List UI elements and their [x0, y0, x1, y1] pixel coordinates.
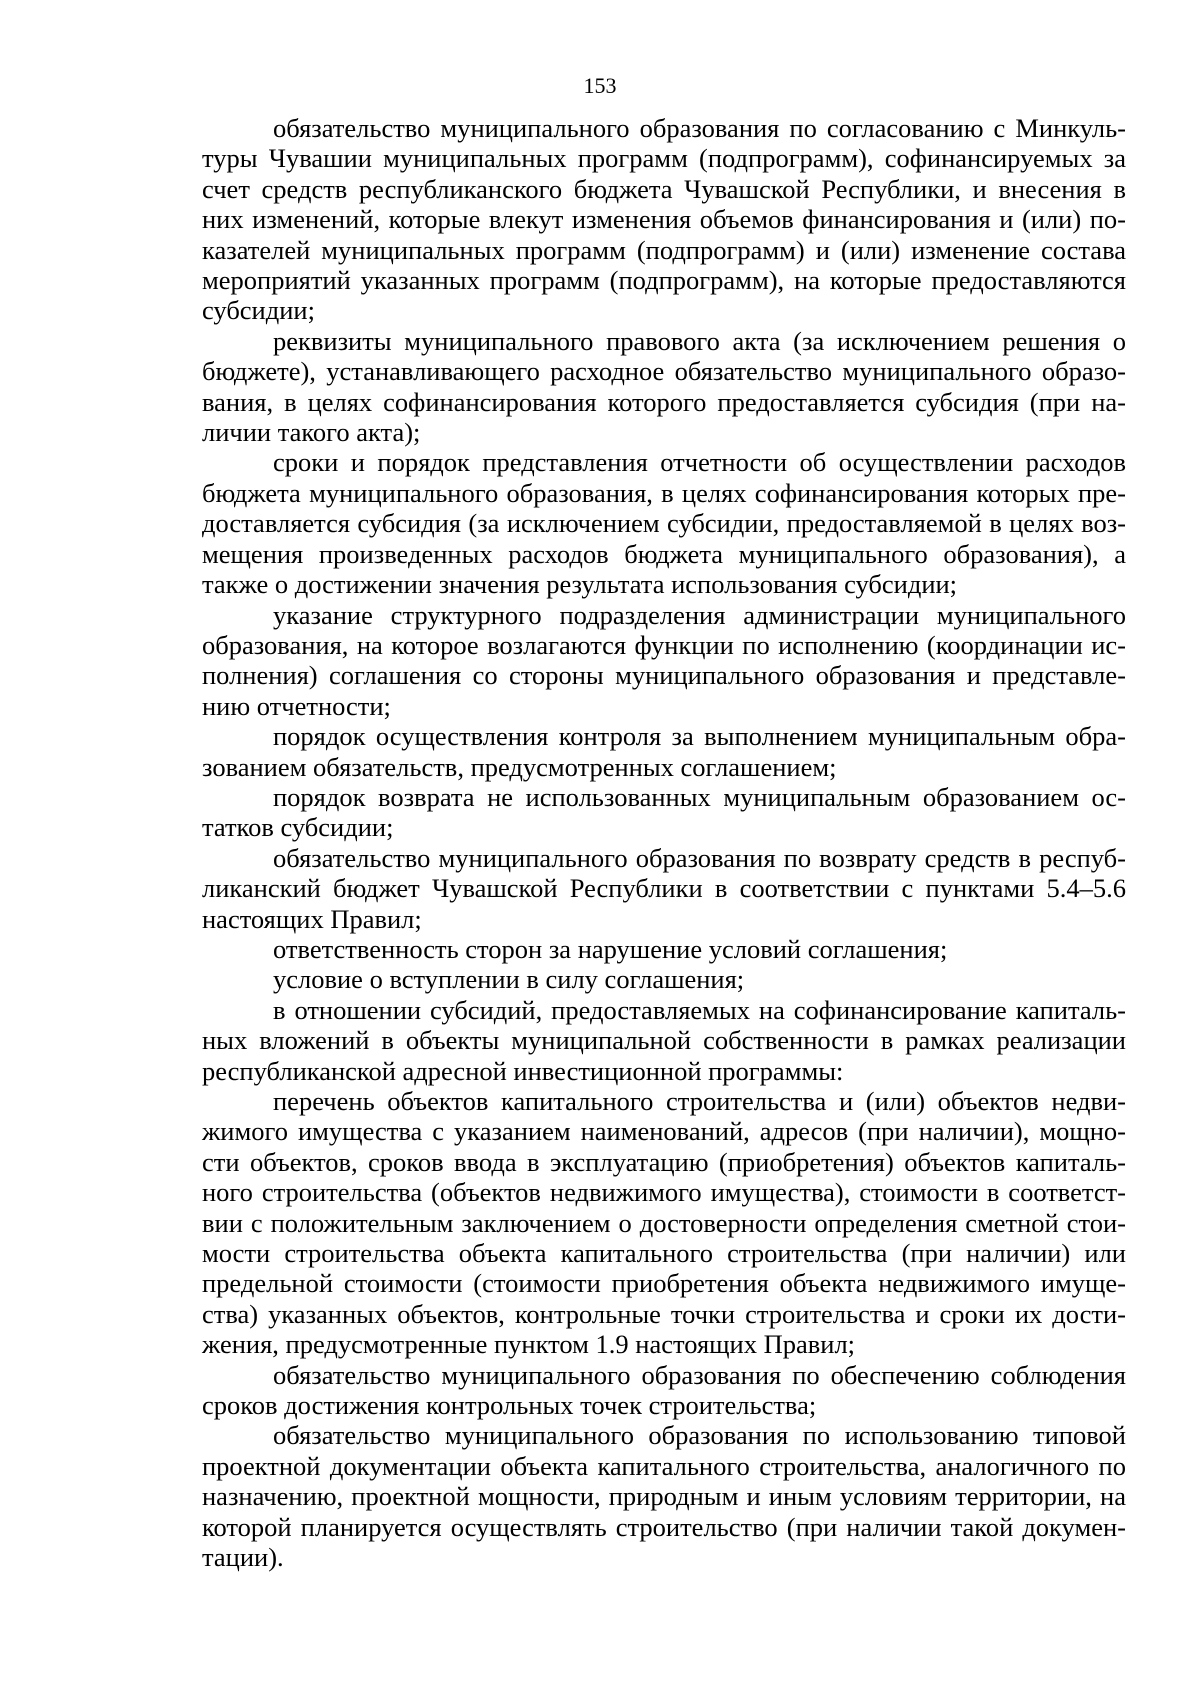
- paragraph: реквизиты муниципального правового акта (за исключением решения о бюджете), устанавливающего расходное обязательство муниципального образования, в целях софинансирования которого предоставляется субсидия (при наличии такого акта);: [202, 325, 1126, 448]
- paragraph: порядок осуществления контроля за выполнением муниципальным образованием обязательств, предусмотренных соглашением;: [202, 721, 1126, 782]
- paragraph: условие о вступлении в силу соглашения;: [273, 964, 745, 995]
- paragraph: обязательство муниципального образования по использованию типовой проектной документации объекта капитального строительства, аналогичного по назначению, проектной мощности, природным и иным условиям территории, на которой планируется осуществлять строительство (при наличии такой документации).: [202, 1420, 1126, 1573]
- paragraph: обязательство муниципального образования по обеспечению соблюдения сроков достижения контрольных точек строительства;: [202, 1359, 1126, 1421]
- paragraph: указание структурного подразделения администрации муниципального образования, на которое возлагаются функции по исполнению (координации исполнения) соглашения со стороны муниципального образования и представлению отчетности;: [202, 599, 1126, 721]
- paragraph: перечень объектов капитального строительства и (или) объектов недвижимого имущества с указанием наименований, адресов (при наличии), мощности объектов, сроков ввода в эксплуатацию (приобретения) объектов капитального строительства (объектов недвижимого имущества), стоимости в соответствии с положительным заключением о достоверности определения сметной стоимости строительства объекта капитального строительства (при наличии) или предельной стоимости (стоимости приобретения объекта недвижимого имущества) указанных объектов, контрольные точки строительства и сроки их достижения, предусмотренные пунктом 1.9 настоящих Правил;: [202, 1086, 1126, 1360]
- paragraph: обязательство муниципального образования по возврату средств в республиканский бюджет Чувашской Республики в соответствии с пунктами 5.4–5.6 настоящих Правил;: [202, 842, 1126, 934]
- page-number: 153: [583, 73, 617, 98]
- paragraph: порядок возврата не использованных муниципальным образованием остатков субсидии;: [202, 781, 1126, 843]
- document-body: [202, 113, 1126, 1573]
- paragraph: сроки и порядок представления отчетности об осуществлении расходов бюджета муниципального образования, в целях софинансирования которых предоставляется субсидия (за исключением субсидии, предоставляемой в целях возмещения произведенных расходов бюджета муниципального образования), а также о достижении значения результата использования субсидии;: [202, 447, 1126, 600]
- paragraph: ответственность сторон за нарушение условий соглашения;: [273, 933, 948, 964]
- paragraph: обязательство муниципального образования по согласованию с Минкультуры Чувашии муниципальных программ (подпрограмм), софинансируемых за счет средств республиканского бюджета Чувашской Республики, и внесения в них изменений, которые влекут изменения объемов финансирования и (или) показателей муниципальных программ (подпрограмм) и (или) изменение состава мероприятий указанных программ (подпрограмм), на которые предоставляются субсидии;: [202, 113, 1126, 326]
- paragraph: в отношении субсидий, предоставляемых на софинансирование капитальных вложений в объекты муниципальной собственности в рамках реализации республиканской адресной инвестиционной программы:: [202, 994, 1126, 1086]
